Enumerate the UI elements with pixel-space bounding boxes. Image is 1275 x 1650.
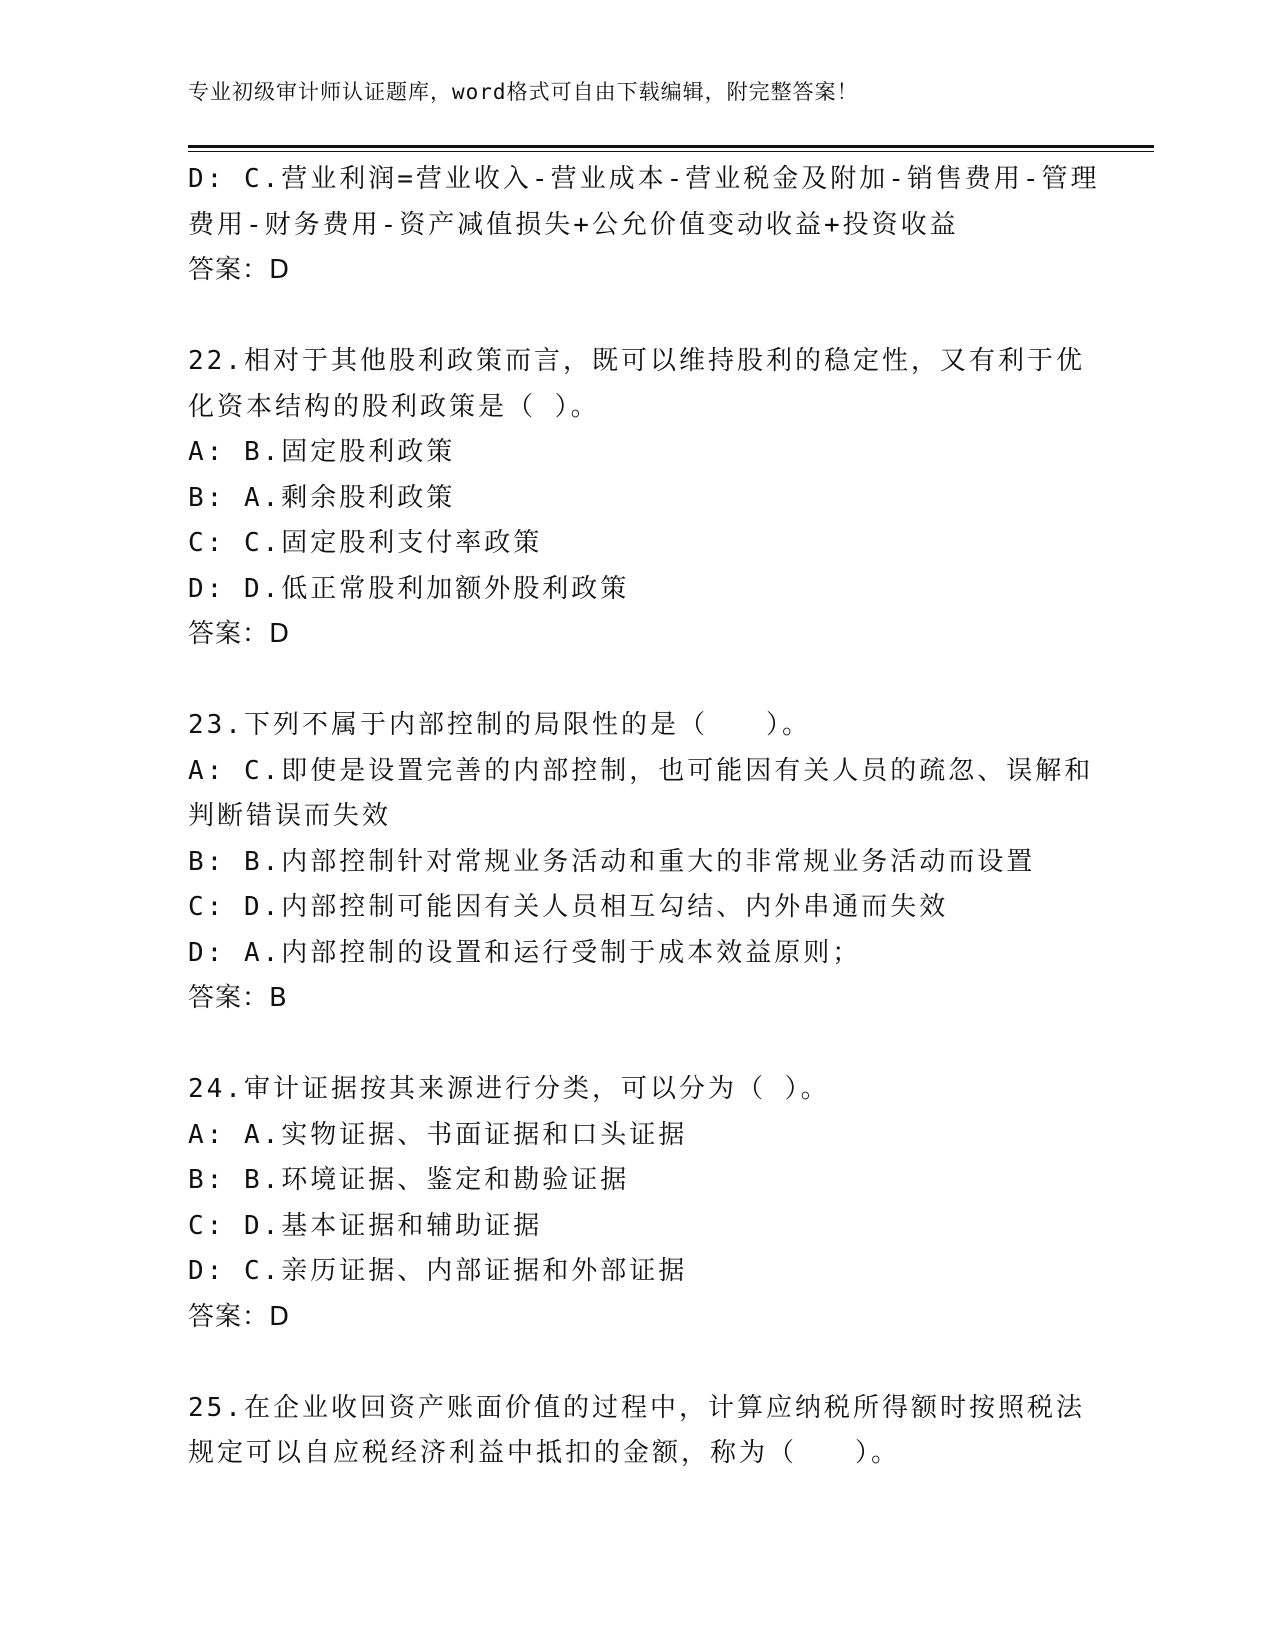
answer-line: 答案：B — [188, 983, 288, 1013]
question-stem: 化资本结构的股利政策是（ ）。 — [188, 391, 600, 422]
option-a: A: A.实物证据、书面证据和口头证据 — [188, 1119, 688, 1150]
option-a-continued: 判断错误而失效 — [188, 801, 392, 831]
option-d: D: D.低正常股利加额外股利政策 — [188, 573, 630, 604]
question-line: 费用-财务费用-资产减值损失+公允价值变动收益+投资收益 — [188, 209, 959, 240]
spacer — [188, 1022, 1108, 1068]
question-stem: 22.相对于其他股利政策而言，既可以维持股利的稳定性，又有利于优 — [188, 346, 1085, 376]
question-stem: 规定可以自应税经济利益中抵扣的金额，称为（ ）。 — [188, 1438, 901, 1468]
header-rule-thin — [188, 151, 1154, 152]
answer-line: 答案：D — [188, 255, 291, 285]
spacer — [188, 1340, 1108, 1386]
question-stem: 23.下列不属于内部控制的局限性的是（ ）。 — [188, 710, 811, 740]
question-block-22 — [188, 339, 1108, 658]
question-line: D: C.营业利润=营业收入-营业成本-营业税金及附加-销售费用-管理 — [188, 164, 1100, 194]
page-header: 专业初级审计师认证题库，word格式可自由下载编辑，附完整答案！ — [188, 80, 859, 104]
spacer — [188, 658, 1108, 704]
option-a: A: C.即使是设置完善的内部控制，也可能因有关人员的疏忽、误解和 — [188, 755, 1094, 786]
question-block-24 — [188, 1067, 1108, 1340]
question-block-25 — [188, 1386, 1108, 1477]
header-rule-thick — [188, 145, 1154, 148]
option-b: B: B.环境证据、鉴定和勘验证据 — [188, 1165, 630, 1195]
question-block-21 — [188, 157, 1108, 294]
answer-line: 答案：D — [188, 619, 291, 649]
option-c: C: D.基本证据和辅助证据 — [188, 1210, 543, 1241]
option-b: B: A.剩余股利政策 — [188, 482, 456, 513]
answer-line: 答案：D — [188, 1301, 291, 1332]
option-b: B: B.内部控制针对常规业务活动和重大的非常规业务活动而设置 — [188, 846, 1036, 877]
spacer — [188, 294, 1108, 340]
question-list — [188, 157, 1108, 1477]
question-stem: 24.审计证据按其来源进行分类，可以分为（ ）。 — [188, 1074, 830, 1104]
option-a: A: B.固定股利政策 — [188, 437, 456, 467]
question-block-23 — [188, 703, 1108, 1022]
option-c: C: C.固定股利支付率政策 — [188, 528, 543, 558]
question-stem: 25.在企业收回资产账面价值的过程中，计算应纳税所得额时按照税法 — [188, 1392, 1085, 1423]
option-c: C: D.内部控制可能因有关人员相互勾结、内外串通而失效 — [188, 892, 949, 922]
option-d: D: C.亲历证据、内部证据和外部证据 — [188, 1256, 688, 1286]
option-d: D: A.内部控制的设置和运行受制于成本效益原则； — [188, 937, 862, 968]
